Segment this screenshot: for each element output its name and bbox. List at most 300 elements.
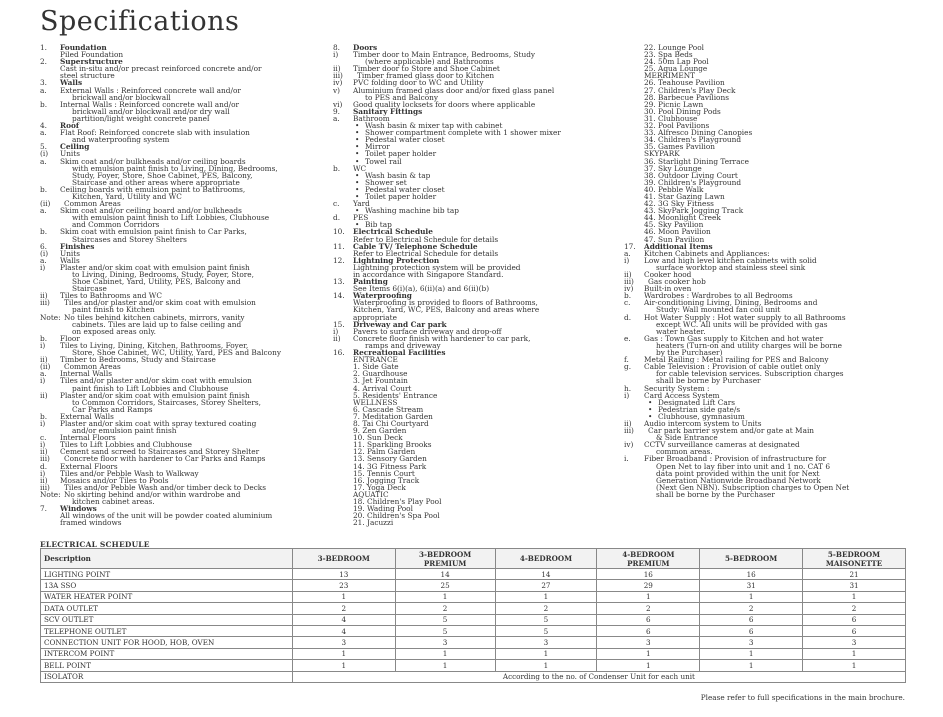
spec-number: vi) <box>333 99 343 109</box>
spec-text: brickwall and/or blockwall and/or dry wall <box>72 106 230 116</box>
table-cell: 6 <box>597 614 700 625</box>
spec-text: Aluminium framed glass door and/or fixed glass panel <box>353 85 555 95</box>
spec-text: Units <box>60 248 80 258</box>
table-cell: 1 <box>495 660 597 671</box>
spec-text: Pedestrian side gate/s <box>658 404 741 414</box>
spec-text: 4. Arrival Court <box>353 383 412 393</box>
spec-text: 25. Aqua Lounge <box>644 64 708 74</box>
table-cell: 1 <box>597 660 700 671</box>
spec-number: b. <box>40 227 48 237</box>
spec-text: 26. Teahouse Pavilion <box>644 78 725 88</box>
spec-heading: Sanitary Fittings <box>353 106 423 116</box>
spec-heading: Superstructure <box>60 57 123 67</box>
spec-text: Mosaics and/or Tiles to Pools <box>60 475 169 485</box>
table-body <box>41 569 906 672</box>
spec-text: framed windows <box>60 518 122 528</box>
spec-text: SKYPARK <box>644 149 680 159</box>
spec-text: common areas. <box>656 447 713 457</box>
spec-text: Internal Walls <box>60 369 112 379</box>
spec-line <box>624 491 909 498</box>
spec-text: Open Net to lay fiber into unit and 1 no. CAT 6 <box>656 461 831 471</box>
table-row <box>41 569 906 580</box>
spec-number: ii) <box>40 447 48 457</box>
spec-number: i. <box>624 454 629 464</box>
electrical-schedule-table <box>40 548 906 683</box>
table-cell: 29 <box>597 580 700 591</box>
spec-text: Washing machine bib tap <box>365 206 459 216</box>
spec-text: PVC folding door to WC and Utility <box>353 78 484 88</box>
spec-number: 3. <box>40 78 48 88</box>
spec-text: and/or emulsion paint finish <box>72 426 177 436</box>
spec-text: 37. Sky Lounge <box>644 163 702 173</box>
spec-text: Clubhouse, gymnasium <box>658 411 745 421</box>
spec-text: Cable Television : Provision of cable outlet only <box>644 362 821 372</box>
spec-text: 8. Tai Chi Courtyard <box>353 418 429 428</box>
spec-text: 24. 50m Lap Pool <box>644 57 709 67</box>
spec-text: shall be borne by the Purchaser <box>656 489 775 499</box>
spec-text: Audio intercom system to Units <box>644 418 762 428</box>
spec-text: 13. Sensory Garden <box>353 454 427 464</box>
spec-heading: Electrical Schedule <box>353 227 433 237</box>
spec-number: a. <box>40 156 47 166</box>
table-cell: 5 <box>495 625 597 636</box>
spec-heading: Windows <box>60 504 97 514</box>
spec-text: Staircase and other areas where appropriate <box>72 177 240 187</box>
spec-text: 11. Sparkling Brooks <box>353 440 432 450</box>
spec-text: ENTRANCE <box>353 355 398 365</box>
spec-number: 16. <box>333 348 345 358</box>
spec-number: iii) <box>40 454 50 464</box>
spec-number: ii) <box>333 333 341 343</box>
spec-text: Built-in oven <box>644 284 692 294</box>
spec-text: Gas cooker hob <box>648 277 706 287</box>
spec-text: Refer to Electrical Schedule for details <box>353 234 499 244</box>
spec-line <box>333 519 638 526</box>
spec-text: (Next Gen NBN). Subscription charges to Open Net <box>656 482 850 492</box>
table-cell: 3 <box>803 637 906 648</box>
spec-number: • <box>355 170 360 180</box>
table-cell: 1 <box>803 648 906 659</box>
spec-number: ii) <box>624 418 632 428</box>
spec-number: a. <box>40 128 47 138</box>
spec-number: i) <box>333 326 339 336</box>
spec-heading: Painting <box>353 277 388 287</box>
spec-number: d. <box>624 312 632 322</box>
spec-heading: Cable TV/ Telephone Schedule <box>353 241 478 251</box>
spec-text: Toilet paper holder <box>365 149 437 159</box>
table-cell: 2 <box>495 603 597 614</box>
spec-text: Kitchen Cabinets and Appliances: <box>644 248 770 258</box>
row-label: LIGHTING POINT <box>41 569 293 580</box>
spec-text: (where applicable) and Bathrooms <box>365 57 494 67</box>
spec-text: Wash basin & mixer tap with cabinet <box>365 121 503 131</box>
spec-number: ii) <box>40 475 48 485</box>
table-row <box>41 625 906 636</box>
table-cell: 3 <box>700 637 803 648</box>
spec-text: 16. Jogging Track <box>353 475 420 485</box>
spec-text: water heater. <box>656 326 706 336</box>
spec-text: All windows of the unit will be powder coated aluminium <box>60 511 273 521</box>
spec-text: 33. Alfresco Dining Canopies <box>644 128 753 138</box>
spec-text: Cement sand screed to Staircases and Storey Shelter <box>60 447 260 457</box>
spec-number: b. <box>40 411 48 421</box>
spec-number: i) <box>40 440 46 450</box>
spec-text: Timber door to Store and Shoe Cabinet <box>353 64 500 74</box>
spec-number: ii) <box>40 355 48 365</box>
table-cell: 1 <box>700 591 803 602</box>
spec-number: (i) <box>40 149 49 159</box>
spec-number: i) <box>40 262 46 272</box>
spec-text: Common Areas <box>64 362 121 372</box>
spec-text: 39. Children's Playground <box>644 177 742 187</box>
spec-text: Security System : <box>644 383 710 393</box>
spec-text: 19. Wading Pool <box>353 504 413 514</box>
spec-heading: Ceiling <box>60 142 90 152</box>
spec-text: 40. Pebble Walk <box>644 184 704 194</box>
spec-text: 38. Outdoor Living Court <box>644 170 738 180</box>
spec-number: e. <box>624 333 631 343</box>
spec-text: No skirting behind and/or within wardrobe and <box>64 489 241 499</box>
spec-line <box>40 243 325 250</box>
table-row <box>41 603 906 614</box>
spec-number: ii) <box>40 291 48 301</box>
spec-line <box>40 250 325 257</box>
spec-text: paint finish to Kitchen <box>72 305 155 315</box>
spec-text: Staircase <box>72 284 107 294</box>
table-cell: 4 <box>292 614 395 625</box>
table-cell: 1 <box>597 591 700 602</box>
table-row <box>41 591 906 602</box>
spec-text: Designated Lift Cars <box>658 397 735 407</box>
row-label: WATER HEATER POINT <box>41 591 293 602</box>
table-row <box>41 614 906 625</box>
spec-text: Cast in-situ and/or precast reinforced concrete and/or <box>60 64 262 74</box>
spec-number: 1. <box>40 43 48 52</box>
table-cell: 2 <box>803 603 906 614</box>
spec-text: with emulsion paint finish to Living, Dining, Bedrooms, <box>72 163 278 173</box>
spec-number: iv) <box>624 440 634 450</box>
spec-text: 30. Pool Dining Pods <box>644 106 721 116</box>
table-cell: 1 <box>495 591 597 602</box>
spec-text: Bathroom <box>353 113 390 123</box>
spec-number: i) <box>40 376 46 386</box>
spec-number: • <box>648 411 653 421</box>
table-cell: 16 <box>597 569 700 580</box>
spec-text: surface worktop and stainless steel sink <box>656 262 806 272</box>
spec-text: PES <box>353 213 369 223</box>
spec-number: ii) <box>624 270 632 279</box>
spec-text: Shower set <box>365 177 407 187</box>
table-cell: 6 <box>700 614 803 625</box>
spec-text: Tiles and/or Pebble Wash and/or timber deck to Decks <box>64 482 267 492</box>
spec-number: 2. <box>40 57 48 67</box>
table-cell: 1 <box>292 591 395 602</box>
spec-text: Shoe Cabinet, Yard, Utility, PES, Balcony and <box>72 277 241 287</box>
spec-text: heaters (Turn-on and utility charges will be borne <box>656 340 843 350</box>
spec-text: 34. Children's Playground <box>644 135 742 145</box>
table-cell: 3 <box>597 637 700 648</box>
spec-line <box>333 207 638 214</box>
spec-text: CCTV surveillance cameras at designated <box>644 440 800 450</box>
row-label: BELL POINT <box>41 660 293 671</box>
spec-column-1 <box>40 44 325 526</box>
spec-number: h. <box>624 383 632 393</box>
spec-text: Good quality locksets for doors where applicable <box>353 99 536 109</box>
spec-text: data point provided within the unit for Next <box>656 468 820 478</box>
spec-number: • <box>355 128 360 138</box>
spec-text: Store, Shoe Cabinet, WC, Utility, Yard, PES and Balcony <box>72 348 281 358</box>
spec-text: Wardrobes : Wardrobes to all Bedrooms <box>644 291 793 301</box>
spec-text: See Items 6(i)(a), 6(ii)(a) and 6(ii)(b) <box>353 284 490 294</box>
spec-number: iv) <box>624 284 634 294</box>
table-cell: 1 <box>395 660 495 671</box>
spec-line <box>333 158 638 165</box>
row-label: DATA OUTLET <box>41 603 293 614</box>
spec-text: Gas : Town Gas supply to Kitchen and hot water <box>644 333 824 343</box>
spec-text: 2. Guardhouse <box>353 369 408 379</box>
spec-text: Skim coat and/or bulkheads and/or ceiling boards <box>60 156 246 166</box>
spec-text: Tiles and/or plaster and/or skim coat with emulsion <box>60 376 252 386</box>
spec-text: Tiles to Living, Dining, Kitchen, Bathrooms, Foyer, <box>60 340 249 350</box>
spec-number: 6. <box>40 241 48 251</box>
spec-text: 29. Picnic Lawn <box>644 99 704 109</box>
spec-number: d. <box>333 213 341 223</box>
spec-number: b. <box>333 163 341 173</box>
table-cell: 2 <box>292 603 395 614</box>
table-row <box>41 660 906 671</box>
table-cell: 13 <box>292 569 395 580</box>
spec-heading: Finishes <box>60 241 95 251</box>
table-cell: 3 <box>495 637 597 648</box>
spec-number: • <box>355 149 360 159</box>
spec-text: 43. SkyPark Jogging Track <box>644 206 744 216</box>
spec-number: i) <box>624 255 630 265</box>
spec-number: iii) <box>40 482 50 492</box>
table-cell: 1 <box>803 660 906 671</box>
spec-text: except WC. All units will be provided with gas <box>656 319 828 329</box>
spec-text: Concrete floor with hardener to Car Parks and Ramps <box>64 454 266 464</box>
table-cell: 14 <box>495 569 597 580</box>
spec-number: iii) <box>624 277 634 287</box>
table-cell: 27 <box>495 580 597 591</box>
table-cell: 1 <box>292 660 395 671</box>
table-cell: 5 <box>495 614 597 625</box>
spec-text: Yard <box>353 199 370 209</box>
spec-text: Skim coat and/or ceiling board and/or bulkheads <box>60 206 242 216</box>
spec-text: 22. Lounge Pool <box>644 43 704 52</box>
spec-number: b. <box>40 184 48 194</box>
spec-heading: Roof <box>60 121 80 131</box>
spec-text: & Side Entrance <box>656 433 718 443</box>
spec-text: for cable television services. Subscription charges <box>656 369 844 379</box>
spec-number: • <box>355 191 360 201</box>
spec-text: Card Access System <box>644 390 720 400</box>
spec-number: a. <box>624 248 631 258</box>
row-label: ISOLATOR <box>41 671 293 682</box>
spec-text: Towel rail <box>365 156 402 166</box>
header-4-bedroom: 4-BEDROOM <box>495 549 597 569</box>
spec-text: Tiles and/or Pebble Wash to Walkway <box>60 468 199 478</box>
table-cell: 6 <box>803 625 906 636</box>
spec-text: Tiles to Bathrooms and WC <box>60 291 162 301</box>
spec-text: 5. Residents' Entrance <box>353 390 438 400</box>
spec-heading: Driveway and Car park <box>353 319 447 329</box>
table-cell: 2 <box>395 603 495 614</box>
spec-text: Shower compartment complete with 1 shower mixer <box>365 128 561 138</box>
table-cell: 5 <box>395 614 495 625</box>
spec-line <box>40 115 325 122</box>
spec-text: on exposed areas only. <box>72 326 156 336</box>
spec-text: cabinets. Tiles are laid up to false ceiling and <box>72 319 242 329</box>
spec-text: with emulsion paint finish to Lift Lobbies, Clubhouse <box>72 213 270 223</box>
spec-text: Tiles to Lift Lobbies and Clubhouse <box>60 440 193 450</box>
spec-heading: Additional Items <box>644 241 713 251</box>
spec-text: 6. Cascade Stream <box>353 404 424 414</box>
spec-text: Common Areas <box>64 199 121 209</box>
spec-text: shall be borne by Purchaser <box>656 376 761 386</box>
spec-text: Tiles and/or plaster and/or skim coat with emulsion <box>64 298 256 308</box>
spec-text: 42. 3G Sky Fitness <box>644 199 714 209</box>
spec-text: Flat Roof: Reinforced concrete slab with insulation <box>60 128 250 138</box>
spec-text: Air-conditioning Living, Dining, Bedrooms and <box>644 298 818 308</box>
spec-heading: Doors <box>353 43 378 52</box>
spec-text: Timber framed glass door to Kitchen <box>357 71 495 81</box>
header-3-bedroom: 3-BEDROOM <box>292 549 395 569</box>
spec-text: No tiles behind kitchen cabinets, mirrors, vanity <box>64 312 245 322</box>
table-row <box>41 580 906 591</box>
spec-text: WC <box>353 163 367 173</box>
spec-number: (ii) <box>40 199 51 209</box>
spec-text: kitchen cabinet areas. <box>72 497 155 506</box>
spec-number: 14. <box>333 291 345 301</box>
spec-text: 47. Sun Pavilion <box>644 234 705 244</box>
spec-text: Car Parks and Ramps <box>72 404 153 414</box>
spec-number: c. <box>333 199 340 209</box>
spec-text: and waterproofing system <box>72 135 170 145</box>
table-cell: 5 <box>395 625 495 636</box>
spec-text: 1. Side Gate <box>353 362 399 372</box>
electrical-schedule-title: ELECTRICAL SCHEDULE <box>40 540 150 549</box>
spec-text: Timber to Bedrooms, Study and Staircase <box>60 355 216 365</box>
spec-line <box>333 193 638 200</box>
spec-number: Note: <box>40 312 61 322</box>
spec-text: Study: Wall mounted fan coil unit <box>656 305 781 315</box>
spec-text: to PES and Balcony <box>365 92 439 102</box>
spec-text: Cooker hood <box>644 270 692 279</box>
spec-text: 36. Starlight Dining Terrace <box>644 156 749 166</box>
spec-text: Waterproofing is provided to floors of Bathrooms, <box>353 298 538 308</box>
row-label: CONNECTION UNIT FOR HOOD, HOB, OVEN <box>41 637 293 648</box>
spec-text: in accordance with Singapore Standard. <box>353 270 504 279</box>
spec-text: Timber door to Main Entrance, Bedrooms, Study <box>353 50 536 60</box>
spec-number: 8. <box>333 43 341 52</box>
table-cell: 21 <box>803 569 906 580</box>
table-cell: 25 <box>395 580 495 591</box>
spec-text: WELLNESS <box>353 397 398 407</box>
spec-text: 44. Moonlight Creek <box>644 213 721 223</box>
spec-number: 17. <box>624 241 636 251</box>
spec-number: a. <box>40 85 47 95</box>
table-cell: 1 <box>292 648 395 659</box>
spec-heading: Recreational Facilities <box>353 348 446 358</box>
table-cell: 1 <box>597 648 700 659</box>
spec-number: • <box>355 142 360 152</box>
spec-text: Walls <box>60 255 80 265</box>
spec-number: iii) <box>333 71 343 81</box>
spec-line <box>40 143 325 150</box>
spec-number: • <box>355 135 360 145</box>
spec-text: 46. Moon Pavilion <box>644 227 711 237</box>
spec-column-3 <box>624 44 909 498</box>
spec-number: i) <box>333 50 339 60</box>
row-label: SCV OUTLET <box>41 614 293 625</box>
spec-number: i) <box>40 468 46 478</box>
spec-text: 15. Tennis Court <box>353 468 415 478</box>
spec-number: (ii) <box>40 362 51 372</box>
spec-text: 9. Zen Garden <box>353 426 407 436</box>
header-4-bedroom-premium: 4-BEDROOM PREMIUM <box>597 549 700 569</box>
spec-text: Internal Floors <box>60 433 116 443</box>
spec-number: • <box>355 121 360 131</box>
table-cell: 2 <box>597 603 700 614</box>
table-cell: 1 <box>700 660 803 671</box>
table-cell: 16 <box>700 569 803 580</box>
spec-text: Plaster and/or skim coat with spray textured coating <box>60 418 257 428</box>
spec-text: brickwall and/or blockwall <box>72 92 171 102</box>
spec-number: c. <box>624 298 631 308</box>
spec-number: 12. <box>333 255 345 265</box>
spec-number: a. <box>40 206 47 216</box>
spec-text: 35. Games Pavilion <box>644 142 716 152</box>
spec-number: i) <box>624 390 630 400</box>
spec-number: ii) <box>333 64 341 74</box>
spec-number: 4. <box>40 121 48 131</box>
table-header-row <box>41 549 906 569</box>
spec-text: AQUATIC <box>353 489 389 499</box>
spec-text: Fiber Broadband : Provision of infrastructure for <box>644 454 827 464</box>
spec-text: Plaster and/or skim coat with emulsion paint finish <box>60 390 250 400</box>
spec-line <box>40 72 325 79</box>
spec-text: 3. Jet Fountain <box>353 376 408 386</box>
table-cell: 23 <box>292 580 395 591</box>
footnote: Please refer to full specifications in the main brochure. <box>700 693 905 702</box>
spec-text: Staircases and Storey Shelters <box>72 234 187 244</box>
spec-number: • <box>355 184 360 194</box>
spec-text: Wash basin & tap <box>365 170 431 180</box>
table-cell: 3 <box>292 637 395 648</box>
table-cell: 6 <box>700 625 803 636</box>
spec-text: 17. Yoga Deck <box>353 482 406 492</box>
spec-text: Piled Foundation <box>60 50 124 60</box>
spec-text: to Living, Dining, Bedrooms, Study, Foyer, Store, <box>72 270 254 279</box>
spec-text: 7. Meditation Garden <box>353 411 433 421</box>
spec-number: f. <box>624 355 629 365</box>
table-cell: 6 <box>597 625 700 636</box>
spec-number: • <box>355 177 360 187</box>
spec-heading: Walls <box>60 78 83 88</box>
spec-heading: Foundation <box>60 43 107 52</box>
table-cell: 31 <box>803 580 906 591</box>
spec-text: 23. Spa Beds <box>644 50 693 60</box>
spec-text: Units <box>60 149 80 159</box>
spec-text: Mirror <box>365 142 390 152</box>
spec-number: iv) <box>333 78 343 88</box>
row-label: INTERCOM POINT <box>41 648 293 659</box>
spec-number: • <box>355 156 360 166</box>
spec-text: 32. Pool Pavilions <box>644 121 710 131</box>
spec-text: 45. Sky Pavilion <box>644 220 704 230</box>
spec-text: 18. Children's Play Pool <box>353 497 442 506</box>
